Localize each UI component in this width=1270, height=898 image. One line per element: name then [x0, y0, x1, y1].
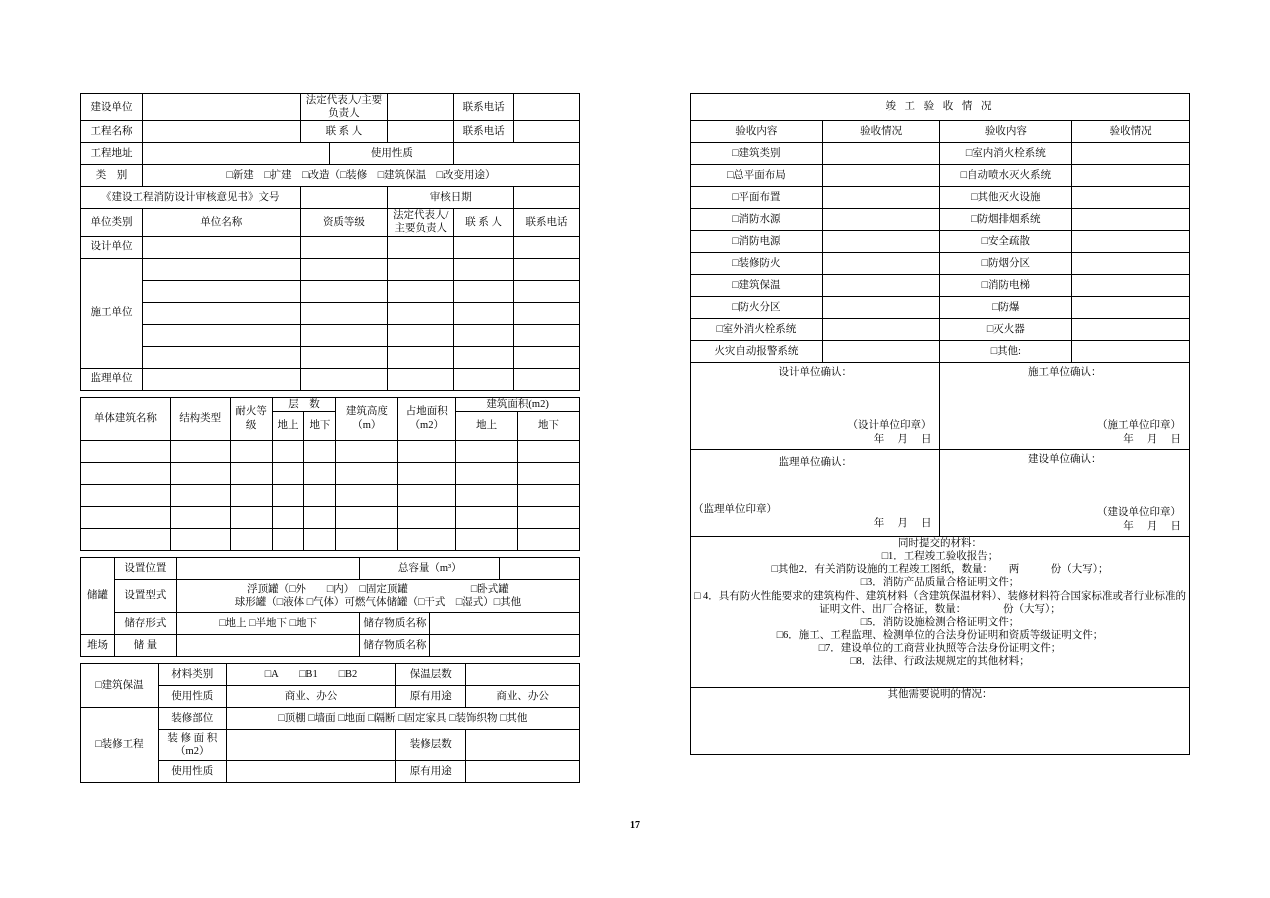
construction-company-name[interactable]	[142, 346, 300, 368]
area-below-cell[interactable]	[518, 528, 580, 550]
table-row	[81, 209, 580, 236]
fire-rating-header: 耐火等级	[230, 397, 272, 440]
table-row	[81, 280, 580, 302]
right-form	[690, 93, 1190, 755]
tank-label: 储罐	[81, 557, 115, 634]
contact-phone-label-3: 联系电话	[514, 209, 580, 236]
tank-type-label: 设置型式	[114, 579, 176, 612]
acceptance-status-left[interactable]	[822, 143, 940, 165]
materials-line[interactable]: □7．建设单位的工商营业执照等合法身份证明文件；	[818, 643, 1062, 654]
decoration-area-label: 装 修 面 积（m2）	[158, 729, 226, 760]
design-unit-phone[interactable]	[514, 236, 580, 258]
structure-cell[interactable]	[170, 440, 230, 462]
footprint-header: 占地面积（m2）	[398, 397, 456, 440]
materials-line[interactable]: □6．施工、工程监理、检测单位的合法身份证明和资质等级证明文件；	[776, 629, 1104, 641]
use-nature-label-ins: 使用性质	[158, 685, 226, 707]
acceptance-status-left[interactable]	[822, 187, 940, 209]
height-cell[interactable]	[336, 506, 398, 528]
project-name-label: 工程名称	[81, 121, 143, 143]
insulation-layers-value[interactable]	[466, 663, 580, 685]
table-row	[691, 231, 1190, 253]
acceptance-item-left[interactable]: □总平面布局	[691, 165, 823, 187]
contact-person-label-2: 联 系 人	[454, 209, 514, 236]
materials-line[interactable]: □其他2．有关消防设施的工程竣工图纸，数量： 两 份（大写）；	[771, 564, 1109, 576]
area-below-cell[interactable]	[518, 440, 580, 462]
construction-company-name[interactable]	[142, 258, 300, 280]
left-main-table	[80, 93, 580, 391]
area-below-cell[interactable]	[518, 462, 580, 484]
table-row	[81, 663, 580, 685]
supervision-confirm-cell[interactable]	[691, 450, 940, 537]
review-date-value[interactable]	[514, 187, 580, 209]
acceptance-item-left[interactable]: □建筑保温	[691, 275, 823, 297]
tank-yard-table	[80, 557, 580, 657]
acceptance-status-right[interactable]	[1072, 341, 1190, 363]
table-row	[81, 397, 580, 411]
table-row	[81, 346, 580, 368]
supervision-confirm-seal: （监理单位印章）	[693, 504, 777, 516]
table-row	[81, 440, 580, 462]
contact-phone-value-2[interactable]	[514, 121, 580, 143]
acceptance-item-right[interactable]: □室内消火栓系统	[940, 143, 1072, 165]
materials-line[interactable]: □1．工程竣工验收报告；	[881, 551, 999, 563]
building-name-cell[interactable]	[81, 506, 171, 528]
storage-material-label: 储存物质名称	[360, 612, 430, 634]
decoration-part-label: 装修部位	[158, 707, 226, 729]
acceptance-item-left[interactable]: 火灾自动报警系统	[691, 341, 823, 363]
construction-company-contact[interactable]	[454, 258, 514, 280]
height-header: 建筑高度（m）	[336, 397, 398, 440]
construction-company-qual[interactable]	[300, 302, 388, 324]
floors-below-cell[interactable]	[304, 506, 336, 528]
construction-company-qual[interactable]	[300, 346, 388, 368]
construction-company-contact[interactable]	[454, 280, 514, 302]
design-unit-label: 设计单位	[81, 236, 143, 258]
other-notes-title: 其他需要说明的情况：	[887, 689, 993, 700]
building-name-header: 单体建筑名称	[81, 397, 171, 440]
original-use-value-ins[interactable]: 商业、办公	[466, 685, 580, 707]
floors-below-header: 地下	[304, 411, 336, 440]
use-nature-value-ins[interactable]: 商业、办公	[226, 685, 396, 707]
structure-cell[interactable]	[170, 528, 230, 550]
acceptance-title: 竣 工 验 收 情 况	[691, 94, 1190, 121]
building-table	[80, 397, 580, 551]
decoration-label[interactable]: □装修工程	[81, 707, 159, 782]
project-name-value[interactable]	[142, 121, 300, 143]
footprint-cell[interactable]	[398, 506, 456, 528]
use-nature-label: 使用性质	[330, 143, 454, 165]
original-use-value-dec[interactable]	[466, 760, 580, 782]
supervision-unit-contact[interactable]	[454, 368, 514, 390]
supervision-unit-qual[interactable]	[300, 368, 388, 390]
structure-cell[interactable]	[170, 484, 230, 506]
design-unit-contact[interactable]	[454, 236, 514, 258]
storage-material-value[interactable]	[430, 612, 580, 634]
floors-above-cell[interactable]	[272, 506, 304, 528]
floors-above-header: 地上	[272, 411, 304, 440]
floors-above-cell[interactable]	[272, 462, 304, 484]
table-row	[81, 143, 580, 165]
table-row	[691, 688, 1190, 755]
acceptance-header-content-2: 验收内容	[940, 121, 1072, 143]
acceptance-status-right[interactable]	[1072, 143, 1190, 165]
table-row	[691, 187, 1190, 209]
table-row	[81, 236, 580, 258]
acceptance-item-right[interactable]: □防烟分区	[940, 253, 1072, 275]
materials-line[interactable]: □8．法律、行政法规规定的其他材料；	[850, 656, 1030, 668]
acceptance-status-right[interactable]	[1072, 231, 1190, 253]
design-unit-rep[interactable]	[388, 236, 454, 258]
storage-amount-label: 储 量	[114, 634, 176, 656]
table-row	[81, 528, 580, 550]
acceptance-item-right[interactable]: □其他灭火设施	[940, 187, 1072, 209]
construction-company-rep[interactable]	[388, 302, 454, 324]
construction-company-contact[interactable]	[454, 324, 514, 346]
supervision-confirm-label: 监理单位确认：	[778, 457, 852, 469]
table-row	[81, 187, 580, 209]
construction-company-qual[interactable]	[300, 258, 388, 280]
acceptance-status-right[interactable]	[1072, 297, 1190, 319]
area-above-cell[interactable]	[456, 484, 518, 506]
decoration-part-options[interactable]: □顶棚 □墙面 □地面 □隔断 □固定家具 □装饰织物 □其他	[226, 707, 579, 729]
construction-company-name[interactable]	[142, 280, 300, 302]
acceptance-item-right[interactable]: □安全疏散	[940, 231, 1072, 253]
design-confirm-date: 年 月 日	[873, 433, 932, 445]
fire-rating-cell[interactable]	[230, 528, 272, 550]
floors-below-cell[interactable]	[304, 440, 336, 462]
construction-confirm-label: 施工单位确认：	[1027, 367, 1102, 379]
table-row	[81, 579, 580, 612]
acceptance-status-right[interactable]	[1072, 209, 1190, 231]
table-row	[691, 297, 1190, 319]
structure-header: 结构类型	[170, 397, 230, 440]
fire-rating-cell[interactable]	[230, 440, 272, 462]
construction-company-rep[interactable]	[388, 280, 454, 302]
acceptance-header-status-1: 验收情况	[822, 121, 940, 143]
table-row	[691, 450, 1190, 537]
supervision-unit-label: 监理单位	[81, 368, 143, 390]
acceptance-item-right[interactable]: □其他:	[940, 341, 1072, 363]
tank-capacity-value[interactable]	[500, 557, 580, 579]
tank-type-line-2: 球形罐（□液体 □气体）可燃气体储罐（□干式 □湿式）□其他	[234, 596, 522, 608]
acceptance-status-left[interactable]	[822, 297, 940, 319]
table-row	[691, 253, 1190, 275]
acceptance-status-right[interactable]	[1072, 187, 1190, 209]
qualification-label: 资质等级	[300, 209, 388, 236]
table-row	[81, 634, 580, 656]
supervision-unit-rep[interactable]	[388, 368, 454, 390]
table-row	[81, 302, 580, 324]
acceptance-status-right[interactable]	[1072, 165, 1190, 187]
unit-type-label: 单位类别	[81, 209, 143, 236]
footprint-cell[interactable]	[398, 440, 456, 462]
table-row	[81, 121, 580, 143]
area-above-cell[interactable]	[456, 440, 518, 462]
acceptance-item-left[interactable]: □装修防火	[691, 253, 823, 275]
acceptance-status-left[interactable]	[822, 231, 940, 253]
table-row	[691, 209, 1190, 231]
table-row	[691, 341, 1190, 363]
storage-amount-value[interactable]	[176, 634, 360, 656]
floors-above-cell[interactable]	[272, 528, 304, 550]
review-doc-value[interactable]	[300, 187, 388, 209]
area-above-cell[interactable]	[456, 528, 518, 550]
construction-company-qual[interactable]	[300, 280, 388, 302]
other-notes-cell[interactable]	[691, 688, 1190, 755]
decoration-layers-value[interactable]	[466, 729, 580, 760]
acceptance-status-left[interactable]	[822, 275, 940, 297]
acceptance-status-left[interactable]	[822, 165, 940, 187]
table-row	[691, 319, 1190, 341]
decoration-layers-label: 装修层数	[396, 729, 466, 760]
construction-confirm-cell[interactable]	[940, 363, 1190, 450]
legal-rep-label: 法定代表人/主要负责人	[300, 94, 388, 121]
design-unit-name[interactable]	[142, 236, 300, 258]
left-form	[80, 93, 580, 783]
construction-company-phone[interactable]	[514, 324, 580, 346]
fire-rating-cell[interactable]	[230, 462, 272, 484]
material-type-label: 材料类别	[158, 663, 226, 685]
table-row	[81, 612, 580, 634]
acceptance-status-right[interactable]	[1072, 319, 1190, 341]
acceptance-status-left[interactable]	[822, 253, 940, 275]
insulation-label[interactable]: □建筑保温	[81, 663, 159, 707]
table-row	[691, 94, 1190, 121]
contact-phone-label-2: 联系电话	[454, 121, 514, 143]
area-below-cell[interactable]	[518, 484, 580, 506]
construction-unit-label: 建设单位	[81, 94, 143, 121]
contact-phone-label: 联系电话	[454, 94, 514, 121]
contact-person-label: 联 系 人	[300, 121, 388, 143]
supervision-confirm-date: 年 月 日	[873, 517, 932, 529]
supervision-unit-name[interactable]	[142, 368, 300, 390]
contact-phone-value[interactable]	[514, 94, 580, 121]
materials-line[interactable]: □3．消防产品质量合格证明文件；	[860, 577, 1020, 589]
floors-below-cell[interactable]	[304, 462, 336, 484]
table-row	[691, 143, 1190, 165]
project-address-value[interactable]	[142, 143, 330, 165]
table-row	[81, 462, 580, 484]
decoration-area-value[interactable]	[226, 729, 396, 760]
table-row	[81, 258, 580, 280]
building-name-cell[interactable]	[81, 528, 171, 550]
acceptance-status-right[interactable]	[1072, 253, 1190, 275]
height-cell[interactable]	[336, 484, 398, 506]
table-row	[81, 484, 580, 506]
page-number: 17	[630, 820, 640, 831]
construction-company-label: 施工单位	[81, 258, 143, 368]
construction-company-qual[interactable]	[300, 324, 388, 346]
original-use-label-dec: 原有用途	[396, 760, 466, 782]
insulation-layers-label: 保温层数	[396, 663, 466, 685]
height-cell[interactable]	[336, 462, 398, 484]
table-row	[81, 557, 580, 579]
fire-rating-cell[interactable]	[230, 484, 272, 506]
material-type-options[interactable]: □A □B1 □B2	[226, 663, 396, 685]
footprint-cell[interactable]	[398, 528, 456, 550]
construction-company-phone[interactable]	[514, 302, 580, 324]
acceptance-status-left[interactable]	[822, 209, 940, 231]
insulation-decoration-table	[80, 663, 580, 783]
acceptance-item-left[interactable]: □消防电源	[691, 231, 823, 253]
acceptance-status-left[interactable]	[822, 341, 940, 363]
table-row	[81, 368, 580, 390]
legal-rep-value[interactable]	[388, 94, 454, 121]
acceptance-header-status-2: 验收情况	[1072, 121, 1190, 143]
footprint-cell[interactable]	[398, 484, 456, 506]
floors-above-cell[interactable]	[272, 484, 304, 506]
building-name-cell[interactable]	[81, 462, 171, 484]
yard-material-label: 储存物质名称	[360, 634, 430, 656]
tank-capacity-label: 总容量（m³）	[360, 557, 500, 579]
table-row	[691, 363, 1190, 450]
acceptance-item-left[interactable]: □建筑类别	[691, 143, 823, 165]
fire-rating-cell[interactable]	[230, 506, 272, 528]
area-above-cell[interactable]	[456, 462, 518, 484]
height-cell[interactable]	[336, 528, 398, 550]
materials-line[interactable]: □ 4．具有防火性能要求的建筑构件、建筑材料（含建筑保温材料）、装修材料符合国家标准或者行业标准的证明文件、出厂合格证，数量： 份（大写）；	[694, 590, 1186, 615]
acceptance-item-right[interactable]: □防爆	[940, 297, 1072, 319]
acceptance-item-right[interactable]: □自动喷水灭火系统	[940, 165, 1072, 187]
owner-confirm-label: 建设单位确认：	[1027, 454, 1102, 466]
owner-confirm-cell[interactable]	[940, 450, 1190, 537]
category-options[interactable]: □新建 □扩建 □改造（□装修 □建筑保温 □改变用途）	[142, 165, 579, 187]
table-row	[691, 165, 1190, 187]
footprint-cell[interactable]	[398, 462, 456, 484]
use-nature-value-dec[interactable]	[226, 760, 396, 782]
area-below-header: 地下	[518, 411, 580, 440]
owner-confirm-date: 年 月 日	[1123, 520, 1181, 532]
area-header: 建筑面积(m2)	[456, 397, 580, 411]
structure-cell[interactable]	[170, 506, 230, 528]
review-doc-label: 《建设工程消防设计审核意见书》文号	[81, 187, 301, 209]
table-row	[81, 707, 580, 729]
height-cell[interactable]	[336, 440, 398, 462]
table-row	[691, 537, 1190, 688]
acceptance-table	[690, 93, 1190, 755]
area-below-cell[interactable]	[518, 506, 580, 528]
original-use-label-ins: 原有用途	[396, 685, 466, 707]
construction-company-phone[interactable]	[514, 346, 580, 368]
acceptance-item-left[interactable]: □平面布置	[691, 187, 823, 209]
yard-material-value[interactable]	[430, 634, 580, 656]
construction-company-contact[interactable]	[454, 302, 514, 324]
table-row	[691, 275, 1190, 297]
storage-form-label: 储存形式	[114, 612, 176, 634]
tank-type-options[interactable]	[176, 579, 579, 612]
acceptance-item-left[interactable]: □消防水源	[691, 209, 823, 231]
table-row	[81, 324, 580, 346]
construction-company-phone[interactable]	[514, 258, 580, 280]
acceptance-item-right[interactable]: □防烟排烟系统	[940, 209, 1072, 231]
use-nature-label-dec: 使用性质	[158, 760, 226, 782]
structure-cell[interactable]	[170, 462, 230, 484]
construction-confirm-date: 年 月 日	[1123, 433, 1181, 445]
floors-header: 层 数	[272, 397, 336, 411]
area-above-header: 地上	[456, 411, 518, 440]
acceptance-item-left[interactable]: □防火分区	[691, 297, 823, 319]
tank-position-label: 设置位置	[114, 557, 176, 579]
construction-unit-value[interactable]	[142, 94, 300, 121]
construction-company-rep[interactable]	[388, 346, 454, 368]
design-unit-qual[interactable]	[300, 236, 388, 258]
contact-person-value[interactable]	[388, 121, 454, 143]
supervision-unit-phone[interactable]	[514, 368, 580, 390]
acceptance-item-right[interactable]: □消防电梯	[940, 275, 1072, 297]
construction-company-rep[interactable]	[388, 324, 454, 346]
owner-confirm-seal: （建设单位印章）	[1097, 507, 1181, 519]
construction-company-phone[interactable]	[514, 280, 580, 302]
materials-title: 同时提交的材料：	[898, 538, 982, 549]
table-row	[691, 121, 1190, 143]
building-name-cell[interactable]	[81, 484, 171, 506]
floors-below-cell[interactable]	[304, 484, 336, 506]
floors-below-cell[interactable]	[304, 528, 336, 550]
floors-above-cell[interactable]	[272, 440, 304, 462]
acceptance-item-left[interactable]: □室外消火栓系统	[691, 319, 823, 341]
project-address-label: 工程地址	[81, 143, 143, 165]
acceptance-header-content-1: 验收内容	[691, 121, 823, 143]
table-row	[81, 165, 580, 187]
legal-rep-label-2: 法定代表人/主要负责人	[388, 209, 454, 236]
storage-form-options[interactable]: □地上 □半地下 □地下	[176, 612, 360, 634]
construction-company-name[interactable]	[142, 302, 300, 324]
table-row	[81, 506, 580, 528]
acceptance-status-left[interactable]	[822, 319, 940, 341]
construction-company-name[interactable]	[142, 324, 300, 346]
unit-name-label: 单位名称	[142, 209, 300, 236]
acceptance-status-right[interactable]	[1072, 275, 1190, 297]
design-confirm-label: 设计单位确认：	[778, 367, 852, 379]
materials-cell	[691, 537, 1190, 688]
materials-line[interactable]: □5．消防设施检测合格证明文件；	[860, 616, 1020, 628]
design-confirm-seal: （设计单位印章）	[847, 420, 932, 432]
yard-label: 堆场	[81, 634, 115, 656]
design-confirm-cell[interactable]	[691, 363, 940, 450]
table-row	[81, 94, 580, 121]
construction-company-rep[interactable]	[388, 258, 454, 280]
construction-company-contact[interactable]	[454, 346, 514, 368]
review-date-label: 审核日期	[388, 187, 514, 209]
category-label: 类 别	[81, 165, 143, 187]
construction-confirm-seal: （施工单位印章）	[1097, 420, 1181, 432]
area-above-cell[interactable]	[456, 506, 518, 528]
acceptance-item-right[interactable]: □灭火器	[940, 319, 1072, 341]
tank-position-value[interactable]	[176, 557, 360, 579]
building-name-cell[interactable]	[81, 440, 171, 462]
use-nature-value[interactable]	[454, 143, 580, 165]
tank-type-line-1: 浮顶罐（□外 □内） □固定顶罐 □卧式罐	[247, 583, 509, 595]
